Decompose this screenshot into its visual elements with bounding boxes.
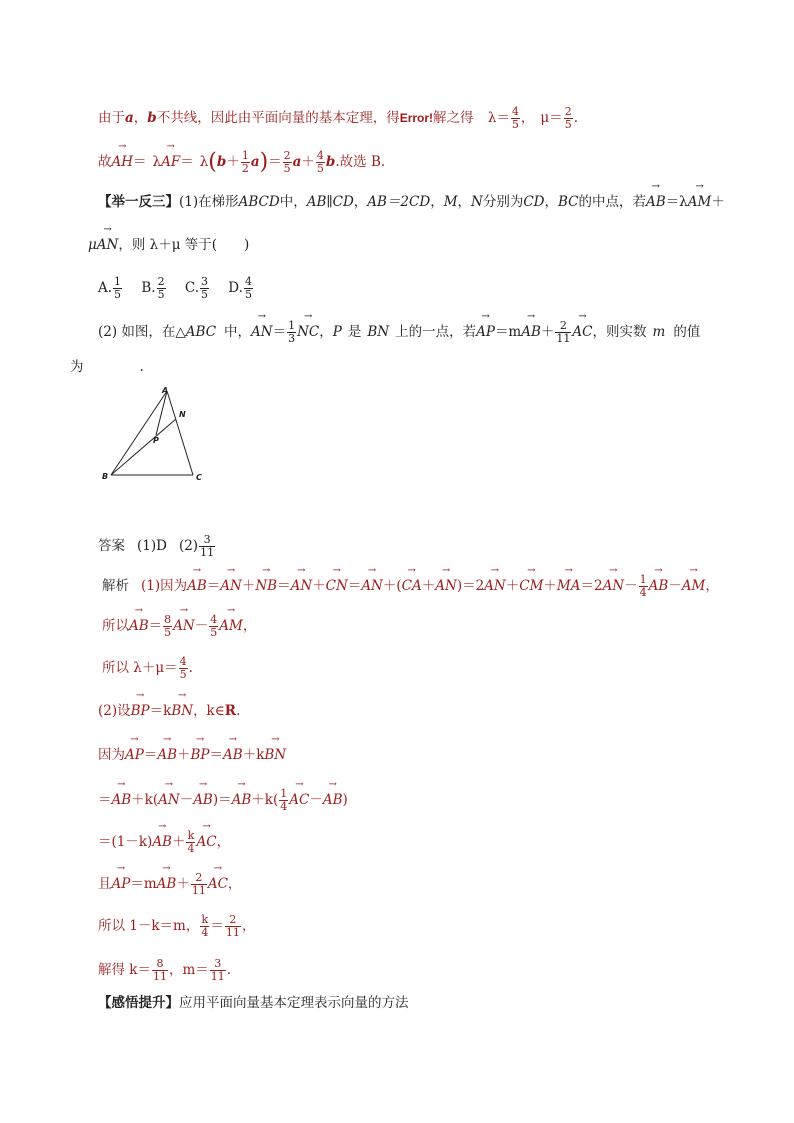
text: ＋: [540, 324, 555, 340]
fraction: [199, 534, 215, 559]
vector-ab: → AB: [157, 875, 177, 893]
vector-an: → AN: [97, 236, 119, 254]
vector-ab: → AB: [193, 791, 213, 809]
vector-ac: → AC: [289, 791, 309, 809]
label-p: P: [153, 436, 159, 445]
analysis-line-10: [98, 958, 231, 983]
fraction-half: [241, 150, 250, 175]
numerator: 8: [152, 958, 168, 971]
fraction-lambda: [511, 106, 520, 131]
denominator: 11: [210, 970, 225, 983]
numerator: 8: [164, 613, 172, 626]
options-row: [98, 276, 268, 301]
text: ＝: [98, 792, 112, 808]
text: ＝: [277, 578, 291, 594]
text: λ: [152, 154, 162, 170]
fraction: [210, 958, 226, 983]
insight-line: [98, 994, 409, 1012]
vector-bp: → BP: [191, 746, 210, 764]
label-a: A: [162, 386, 169, 395]
analysis-line-7: [98, 830, 230, 855]
vector-ap: → AP: [476, 323, 495, 341]
denominator: 3: [288, 332, 296, 345]
text: ＝λ: [665, 194, 688, 210]
answer-line: [98, 534, 216, 559]
vector-bn: → BN: [264, 746, 286, 764]
triangle-figure: [98, 385, 218, 485]
vector-nc: → NC: [297, 323, 319, 341]
vector-an: → AN: [361, 577, 383, 595]
fraction: [225, 914, 241, 939]
text: ，: [457, 194, 472, 210]
text: ＝: [347, 578, 362, 594]
option-d[interactable]: [228, 276, 254, 301]
numerator: 1: [280, 787, 288, 800]
vector-ab: → AB: [187, 577, 207, 595]
analysis-line-8: [98, 872, 241, 897]
vector-ma: → MA: [557, 577, 581, 595]
text: 的中点，若: [578, 194, 646, 210]
numerator: 4: [316, 149, 324, 162]
text: 上的一点，若: [395, 324, 477, 340]
vector-ab: → AB: [152, 833, 172, 851]
denominator: 4: [280, 800, 288, 813]
text: .: [573, 110, 578, 126]
error-field-marker: Error!: [399, 111, 434, 125]
text: ABC: [185, 324, 217, 340]
text: P: [332, 324, 342, 340]
denominator: 11: [152, 970, 167, 983]
denominator: 2: [241, 162, 249, 175]
vector-an: → AN: [291, 577, 313, 595]
option-b[interactable]: [141, 276, 166, 301]
solution-line-1: [98, 106, 578, 131]
text: .故选 B.: [335, 154, 386, 170]
vector-an: → AN: [158, 791, 180, 809]
text: ＝m: [494, 324, 522, 340]
analysis-line-4: [98, 702, 240, 720]
denominator: 5: [511, 118, 519, 131]
denominator: 5: [179, 668, 187, 681]
vector-ab: → AB: [112, 791, 132, 809]
fraction: [179, 656, 188, 681]
vector-b: b: [147, 110, 157, 126]
exercise-q2-line-1: [98, 320, 700, 345]
vector-am: → AM: [219, 617, 243, 635]
vector-ab: → AB: [521, 323, 541, 341]
option-label: B.: [141, 280, 156, 296]
text: ，: [216, 834, 231, 850]
text: ，则实数: [592, 324, 647, 340]
fraction: [113, 276, 122, 301]
text: 且: [98, 876, 112, 892]
text: ＝(1－k): [98, 834, 153, 850]
vector-cn: → CN: [326, 577, 348, 595]
vector-ab: → AB: [223, 746, 243, 764]
text: ＋k(: [251, 792, 279, 808]
numerator: 3: [201, 275, 208, 288]
numerator: 2: [157, 275, 165, 288]
vector-a: a: [125, 110, 134, 126]
text: 是: [347, 324, 362, 340]
numerator: 2: [225, 914, 241, 927]
text: ，: [544, 194, 558, 210]
exercise-q2-line-2: [70, 358, 144, 376]
vector-ac: → AC: [572, 323, 592, 341]
text: ，: [133, 110, 148, 126]
vector-ab: → AB: [649, 577, 669, 595]
fraction: [244, 276, 253, 301]
text: ＋: [301, 154, 315, 170]
text: 所以: [102, 618, 129, 634]
vector-ap: → AP: [112, 875, 131, 893]
text: )＝2: [456, 578, 485, 594]
lambda-label: λ＝: [487, 110, 510, 126]
text: ＋k: [242, 747, 265, 763]
numerator: k: [187, 829, 195, 842]
text: ＝: [133, 154, 147, 170]
analysis-line-5: [98, 746, 286, 764]
fraction: [555, 320, 571, 345]
denominator: 5: [210, 626, 218, 639]
fraction: [163, 614, 172, 639]
text: (2)设: [98, 703, 131, 719]
text: ＝: [180, 154, 194, 170]
answer-label: 答案: [98, 538, 125, 554]
analysis-line-3: [102, 656, 193, 681]
denominator: 4: [639, 586, 647, 599]
text: (1)在梯形: [179, 194, 239, 210]
denominator: 5: [564, 118, 572, 131]
denominator: 5: [201, 288, 208, 301]
option-label: D.: [228, 280, 243, 296]
vector-b: b: [325, 154, 336, 170]
insight-text: 应用平面向量基本定理表示向量的方法: [179, 995, 409, 1011]
analysis-line-2: [102, 614, 256, 639]
fraction-mu: [564, 106, 573, 131]
analysis-line-9: [98, 914, 255, 939]
text: ＝: [206, 578, 221, 594]
text: ＋: [421, 578, 436, 594]
numerator: 2: [564, 105, 572, 118]
vector-ab: → AB: [157, 746, 177, 764]
denominator: 5: [283, 162, 291, 175]
text: ABCD: [238, 194, 280, 210]
numerator: 1: [114, 275, 122, 288]
analysis-label: 解析: [102, 578, 129, 594]
text: (1)D: [137, 538, 167, 554]
analysis-line-6: [98, 788, 348, 813]
vector-ap: → AP: [125, 746, 144, 764]
fraction: [639, 574, 648, 599]
fraction: [283, 150, 292, 175]
denominator: 5: [164, 626, 172, 639]
text: 为: [70, 359, 84, 375]
vector-an: → AN: [173, 617, 195, 635]
text: M: [443, 194, 458, 210]
fraction: [279, 788, 288, 813]
text: 所以 1－k＝m，: [98, 918, 200, 934]
text: －: [309, 792, 323, 808]
text: ＝: [148, 618, 163, 634]
text: m: [652, 324, 666, 340]
text: .: [226, 962, 232, 978]
vector-nb: → NB: [255, 577, 277, 595]
vector-ab: → AB: [646, 193, 666, 211]
text: μ: [88, 237, 97, 253]
numerator: 4: [210, 613, 218, 626]
vector-am: → AM: [688, 193, 712, 211]
denominator: 4: [201, 926, 209, 939]
exercise-q1-line-1: [98, 193, 725, 211]
text: BC: [557, 194, 579, 210]
denominator: 11: [556, 332, 571, 345]
vector-af: → AF: [161, 153, 180, 171]
text: ，k∈: [193, 703, 225, 719]
vector-ab: → AB: [323, 791, 343, 809]
text: －: [179, 792, 194, 808]
option-label: A.: [98, 280, 113, 296]
text: 故: [98, 154, 112, 170]
option-c[interactable]: [185, 276, 210, 301]
text: ＋: [226, 154, 240, 170]
text: ＋: [543, 578, 557, 594]
text: 中，: [224, 324, 252, 340]
text: 中，: [279, 194, 307, 210]
text: ＋k(: [131, 792, 159, 808]
vector-a: a: [250, 154, 260, 170]
text: 解得 k＝: [98, 962, 151, 978]
text: (2) 如图，在△: [98, 324, 186, 340]
fraction: [157, 276, 166, 301]
denominator: 5: [157, 288, 165, 301]
text: －: [194, 618, 209, 634]
vector-am: → AM: [682, 577, 706, 595]
vector-an: → AN: [484, 577, 506, 595]
text: ＋: [312, 578, 326, 594]
text: ＋: [177, 747, 191, 763]
mu-label: μ＝: [540, 110, 563, 126]
fraction: [200, 914, 209, 939]
text: ，: [705, 578, 719, 594]
numerator: 2: [283, 149, 291, 162]
vector-ca: → CA: [402, 577, 422, 595]
denominator: 4: [187, 842, 195, 855]
text: ，: [319, 324, 333, 340]
fraction: [316, 150, 325, 175]
text: －: [624, 578, 638, 594]
side-ac: [167, 391, 193, 475]
fraction: [186, 830, 195, 855]
text: CD: [523, 194, 545, 210]
vector-an: → AN: [435, 577, 457, 595]
vector-an: → AN: [220, 577, 242, 595]
text: N: [471, 194, 483, 210]
vector-bp: → BP: [131, 702, 150, 720]
text: BN: [367, 324, 390, 340]
text: ，: [430, 194, 444, 210]
text: ，m＝: [168, 962, 209, 978]
text: 因为: [98, 747, 125, 763]
vector-cm: → CM: [519, 577, 543, 595]
vector-an: → AN: [603, 577, 625, 595]
text: ＝: [210, 918, 224, 934]
numerator: 3: [199, 534, 215, 547]
label-n: N: [179, 410, 186, 419]
text: ＋(: [382, 578, 402, 594]
text: ，: [520, 110, 535, 126]
label-c: C: [196, 473, 202, 482]
text: ，: [227, 876, 242, 892]
text: ＝: [143, 747, 158, 763]
vector-ac: → AC: [208, 875, 228, 893]
exercise-q1-line-2: [88, 236, 249, 254]
text: ＝: [209, 747, 224, 763]
text: ＝: [272, 324, 287, 340]
vector-ac: → AC: [196, 833, 216, 851]
numerator: 2: [555, 320, 571, 333]
text: λ: [199, 154, 209, 170]
text: (2): [178, 538, 199, 554]
text: ＝: [268, 154, 282, 170]
denominator: 11: [191, 884, 206, 897]
numerator: 3: [210, 958, 226, 971]
numerator: 1: [241, 149, 249, 162]
text: ，则 λ＋μ 等于( ): [118, 237, 250, 253]
fraction: [191, 872, 207, 897]
vector-ab: → AB: [129, 617, 149, 635]
text: AB∥CD: [306, 194, 354, 210]
text: ＋: [711, 194, 725, 210]
fraction: [209, 614, 218, 639]
text: ，: [242, 618, 257, 634]
vector-a: a: [292, 154, 302, 170]
text: ，: [353, 194, 368, 210]
text: ＝k: [149, 703, 172, 719]
text: .: [188, 660, 193, 676]
text: )＝: [212, 792, 232, 808]
text: 不共线，因此由平面向量的基本定理，得: [156, 110, 400, 126]
vector-b: b: [216, 154, 227, 170]
vector-an: → AN: [251, 323, 273, 341]
text: ＝2: [580, 578, 603, 594]
text: AB＝2CD: [367, 194, 431, 210]
fraction: [287, 320, 296, 345]
text: ＋: [176, 876, 190, 892]
text: －: [668, 578, 682, 594]
option-label: C.: [184, 280, 199, 296]
fraction: [200, 276, 209, 301]
numerator: 2: [191, 872, 207, 885]
denominator: 5: [114, 288, 122, 301]
fraction: [152, 958, 168, 983]
denominator: 11: [200, 546, 215, 559]
text: ＋: [171, 834, 186, 850]
text: R: [224, 703, 236, 719]
numerator: 1: [639, 573, 647, 586]
insight-tag: 【感悟提升】: [98, 995, 179, 1011]
text: .: [139, 359, 144, 375]
text: 解之得: [433, 110, 474, 126]
text: 的值: [673, 324, 701, 340]
exercise-tag: 【举一反三】: [98, 194, 179, 210]
vector-ab: → AB: [232, 791, 252, 809]
denominator: 5: [316, 162, 324, 175]
text: ＝m: [130, 876, 157, 892]
text: ，: [241, 918, 256, 934]
numerator: 4: [244, 275, 252, 288]
numerator: 4: [511, 105, 519, 118]
text: ): [259, 149, 269, 175]
vector-ah: → AH: [112, 153, 134, 171]
solution-line-2: [98, 150, 385, 175]
vector-bn: → BN: [171, 702, 193, 720]
side-ab: [111, 391, 167, 475]
text: 分别为: [482, 194, 524, 210]
numerator: 1: [288, 319, 296, 332]
segment-bn: [111, 419, 176, 475]
denominator: 5: [244, 288, 252, 301]
text: ＋: [505, 578, 520, 594]
option-a[interactable]: [98, 276, 123, 301]
label-b: B: [102, 472, 109, 481]
text: ): [342, 792, 348, 808]
text: 所以 λ＋μ＝: [102, 660, 178, 676]
numerator: 4: [179, 655, 187, 668]
text: (: [208, 149, 217, 175]
text: 由于: [98, 110, 125, 126]
analysis-line-1: [102, 574, 719, 599]
numerator: k: [201, 913, 209, 926]
text: .: [235, 703, 241, 719]
text: ＋: [241, 578, 256, 594]
denominator: 11: [225, 926, 240, 939]
text: (1)因为: [141, 578, 188, 594]
